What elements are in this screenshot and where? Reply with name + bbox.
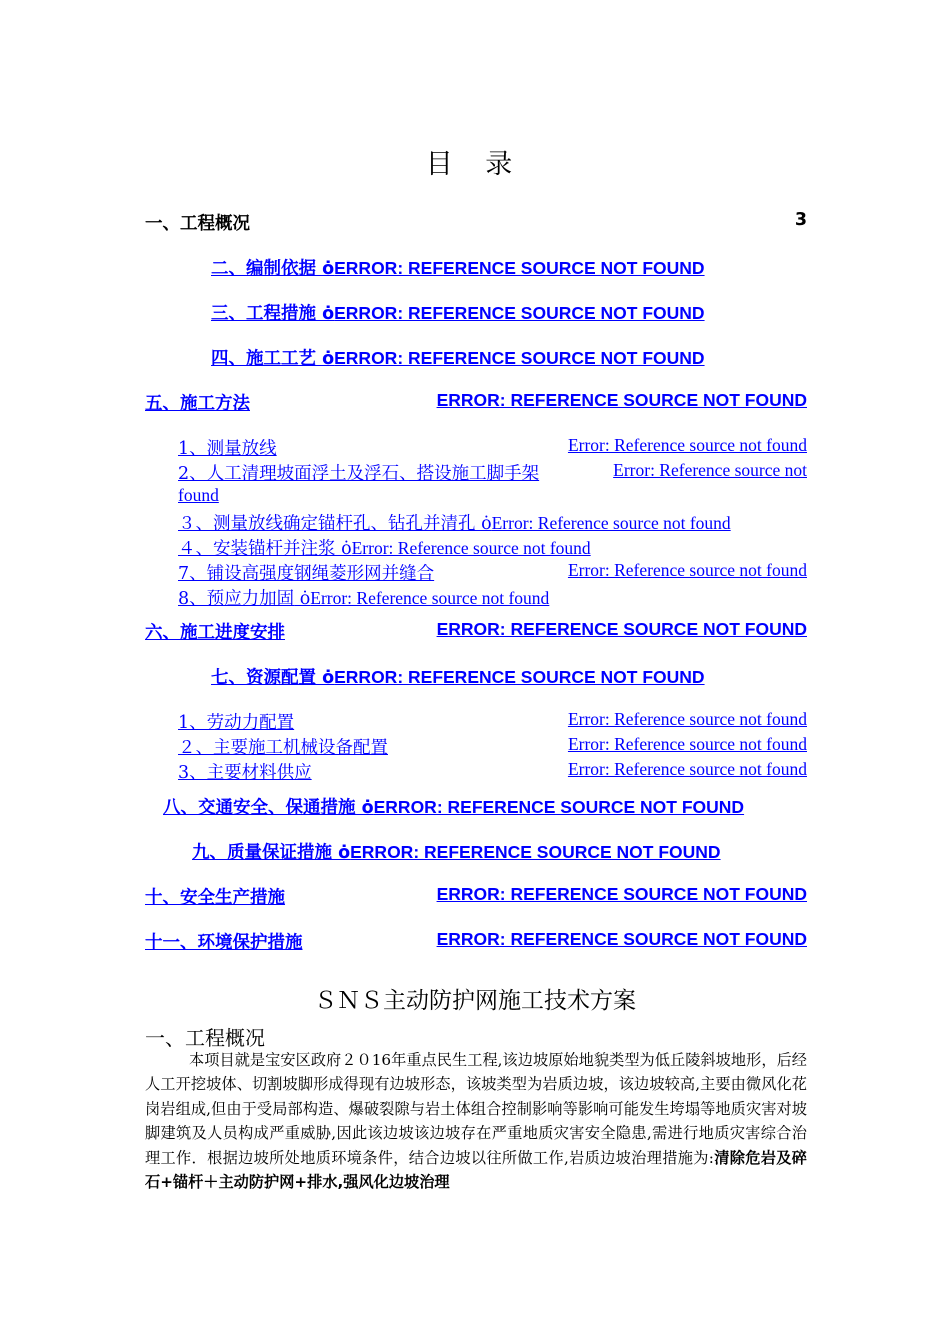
toc-entry-ref: ERROR: REFERENCE SOURCE NOT FOUND <box>436 884 807 904</box>
toc-entry-label: 1、劳动力配置 <box>178 713 295 733</box>
paragraph-text: 本项目就是宝安区政府２０16年重点民生工程,该边坡原始地貌类型为低丘陵斜坡地形，后经人工开挖坡体、切割坡脚形成得现有边坡形态，该坡类型为岩质边坡，该边坡较高,主要由微风化花岗岩组成,但由于受局部构造、爆破裂隙与岩土体组合控制影响等影响可能发生垮塌等地质灾害对坡脚建筑及人员构成严重威胁,因此该边坡该边坡存在严重地质灾害安全隐患,需进行地质灾害综合治理工作．根据边坡所处地质环境条件，结合边坡以往所做工作,岩质边坡治理措施为: <box>145 1051 807 1167</box>
toc-entry-5[interactable] <box>145 390 807 415</box>
toc-entry-label: 七、资源配置 <box>211 668 316 688</box>
toc-entry-label: 一、工程概况 <box>145 214 250 234</box>
toc-entry-label: 六、施工进度安排 <box>145 623 285 643</box>
toc-entry-ref: ERROR: REFERENCE SOURCE NOT FOUND <box>334 303 705 323</box>
toc-entry-label: 九、质量保证措施 <box>192 843 332 863</box>
toc-subentry-5-8[interactable] <box>178 585 549 610</box>
toc-entry-label: ４、安装锚杆并注浆 <box>178 539 336 559</box>
toc-entry-label: 十、安全生产措施 <box>145 888 285 908</box>
toc-entry-ref: ERROR: REFERENCE SOURCE NOT FOUND <box>436 929 807 949</box>
toc-entry-label: 2、人工清理坡面浮土及浮石、搭设施工脚手架 <box>178 464 540 484</box>
toc-subentry-5-3[interactable] <box>178 510 731 535</box>
toc-subentry-5-1[interactable] <box>178 435 807 460</box>
toc-link-5-4[interactable]: ４、安装锚杆并注浆 ȯError: Reference source not found <box>178 538 591 559</box>
toc-entry-1[interactable] <box>145 210 807 235</box>
toc-entry-ref: ERROR: REFERENCE SOURCE NOT FOUND <box>334 258 705 278</box>
toc-entry-label: ３、测量放线确定锚杆孔、钻孔并清孔 <box>178 514 476 534</box>
toc-entry-ref: Error: Reference source not found <box>567 435 807 455</box>
toc-entry-ref: Error: Reference source not found <box>491 513 731 533</box>
toc-entry-8[interactable] <box>163 794 744 819</box>
paragraph-bold-text: 清除危岩及碎石+锚杆＋主动防护网+排水,强风化边坡治理 <box>145 1148 807 1192</box>
toc-entry-ref: ERROR: REFERENCE SOURCE NOT FOUND <box>334 348 705 368</box>
toc-entry-ref: Error: Reference source not found <box>567 759 807 779</box>
toc-entry-ref: ERROR: REFERENCE SOURCE NOT FOUND <box>334 667 705 687</box>
toc-entry-ref: Error: Reference source not found <box>310 588 550 608</box>
toc-link-2[interactable]: 二、编制依据 ȯERROR: REFERENCE SOURCE NOT FOUND <box>211 258 705 279</box>
toc-title: 目 录 <box>425 149 525 180</box>
toc-entry-7[interactable] <box>211 664 705 689</box>
toc-entry-label: ２、主要施工机械设备配置 <box>178 738 388 758</box>
toc-entry-ref: Error: Reference source not found <box>567 709 807 729</box>
toc-entry-ref: ERROR: REFERENCE SOURCE NOT FOUND <box>350 842 721 862</box>
toc-entry-ref: Error: Reference source not found <box>351 538 591 558</box>
toc-subentry-5-7[interactable] <box>178 560 807 585</box>
toc-link-4[interactable]: 四、施工工艺 ȯERROR: REFERENCE SOURCE NOT FOUND <box>211 348 705 369</box>
toc-entry-10[interactable] <box>145 884 807 909</box>
toc-link-5-8[interactable]: 8、预应力加固 ȯError: Reference source not found <box>178 588 550 609</box>
toc-link-7[interactable]: 七、资源配置 ȯERROR: REFERENCE SOURCE NOT FOUND <box>211 667 705 688</box>
toc-link-9[interactable]: 九、质量保证措施 ȯERROR: REFERENCE SOURCE NOT FOUND <box>192 842 721 863</box>
toc-entry-label: 四、施工工艺 <box>211 349 316 369</box>
toc-entry-ref: Error: Reference source not <box>613 460 807 480</box>
toc-link-3[interactable]: 三、工程措施 ȯERROR: REFERENCE SOURCE NOT FOUND <box>211 303 705 324</box>
toc-entry-3[interactable] <box>211 300 705 325</box>
toc-subentry-5-2[interactable] <box>178 460 807 485</box>
toc-entry-label: 二、编制依据 <box>211 259 316 279</box>
section-heading: 一、工程概况 <box>145 1026 265 1050</box>
toc-subentry-7-1[interactable] <box>178 709 807 734</box>
toc-entry-ref: Error: Reference source not found <box>567 560 807 580</box>
toc-entry-label: 十一、环境保护措施 <box>145 933 303 953</box>
toc-link-5-3[interactable]: ３、测量放线确定锚杆孔、钻孔并清孔 ȯError: Reference source not found <box>178 513 731 534</box>
toc-entry-4[interactable] <box>211 345 705 370</box>
toc-entry-label: 三、工程措施 <box>211 304 316 324</box>
toc-entry-ref: ERROR: REFERENCE SOURCE NOT FOUND <box>436 390 807 410</box>
toc-entry-ref: ERROR: REFERENCE SOURCE NOT FOUND <box>436 619 807 639</box>
toc-link-8[interactable]: 八、交通安全、保通措施 ȯERROR: REFERENCE SOURCE NOT FOUND <box>163 797 745 818</box>
toc-subentry-7-3[interactable] <box>178 759 807 784</box>
toc-entry-11[interactable] <box>145 929 807 954</box>
toc-entry-label: 八、交通安全、保通措施 <box>163 798 356 818</box>
toc-entry-label: 1、测量放线 <box>178 439 277 459</box>
toc-subentry-5-2-cont[interactable] <box>178 485 219 506</box>
toc-entry-2[interactable] <box>211 255 705 280</box>
toc-entry-6[interactable] <box>145 619 807 644</box>
toc-entry-label: 7、铺设高强度钢绳菱形网并缝合 <box>178 564 435 584</box>
toc-entry-ref-cont: found <box>178 485 219 505</box>
toc-subentry-5-4[interactable] <box>178 535 591 560</box>
document-title: ＳＮＳ主动防护网施工技术方案 <box>314 988 636 1014</box>
body-paragraph <box>145 1048 807 1194</box>
toc-entry-ref: ERROR: REFERENCE SOURCE NOT FOUND <box>373 797 745 817</box>
toc-entry-label: 8、预应力加固 <box>178 589 295 609</box>
toc-entry-ref: Error: Reference source not found <box>567 734 807 754</box>
toc-entry-label: 五、施工方法 <box>145 394 250 414</box>
toc-subentry-7-2[interactable] <box>178 734 807 759</box>
toc-entry-9[interactable] <box>192 839 721 864</box>
toc-entry-page: 3 <box>794 210 807 230</box>
toc-entry-label: 3、主要材料供应 <box>178 763 312 783</box>
